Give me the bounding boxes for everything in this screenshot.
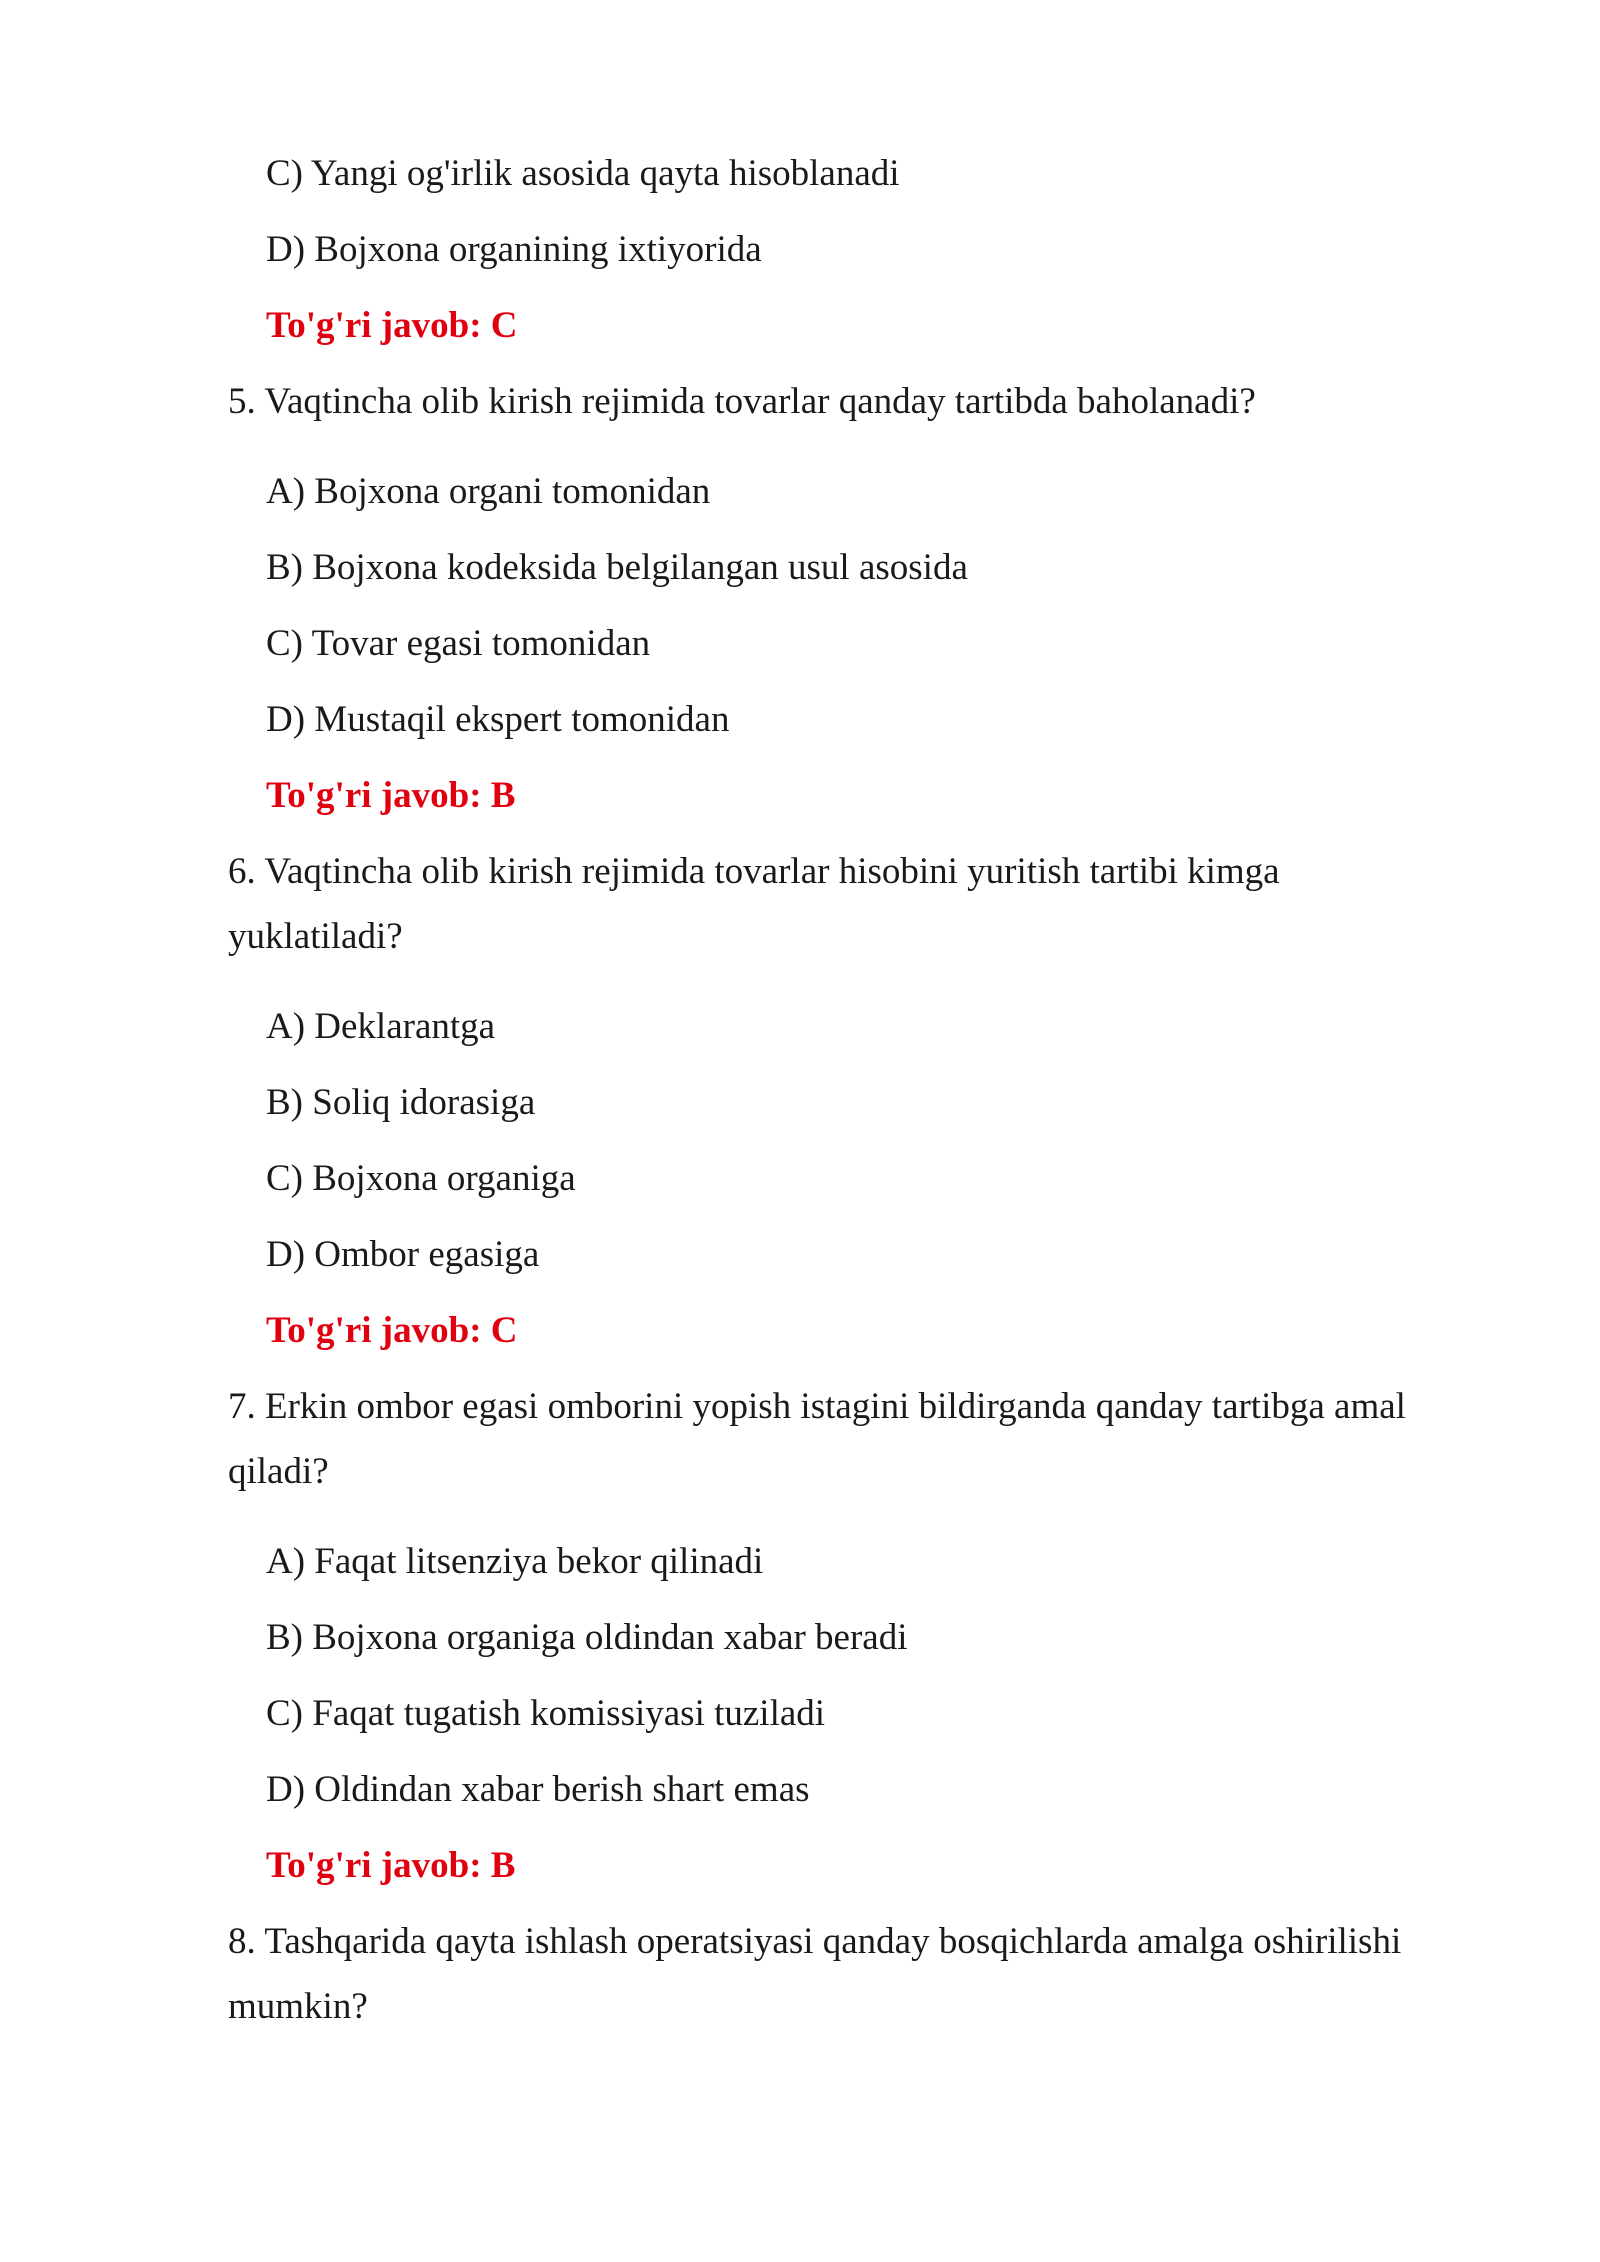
question-7-option-a: A) Faqat litsenziya bekor qilinadi xyxy=(266,1541,764,1582)
question-6-option-a: A) Deklarantga xyxy=(266,1006,496,1047)
question-5-option-d: D) Mustaqil ekspert tomonidan xyxy=(266,699,730,740)
question-4-option-d: D) Bojxona organining ixtiyorida xyxy=(266,229,762,270)
question-5-option-b: B) Bojxona kodeksida belgilangan usul asosida xyxy=(266,547,968,588)
question-6-text-continued: yuklatiladi? xyxy=(228,916,403,957)
question-6-option-b: B) Soliq idorasiga xyxy=(266,1082,536,1123)
question-7-option-c: C) Faqat tugatish komissiyasi tuziladi xyxy=(266,1693,826,1734)
question-8-text-continued: mumkin? xyxy=(228,1986,368,2027)
question-7-option-b: B) Bojxona organiga oldindan xabar beradi xyxy=(266,1617,908,1658)
question-5-option-c: C) Tovar egasi tomonidan xyxy=(266,623,651,664)
question-7-correct-answer: To'g'ri javob: B xyxy=(266,1845,516,1886)
question-4-correct-answer: To'g'ri javob: C xyxy=(266,305,518,346)
question-7-text-continued: qiladi? xyxy=(228,1451,329,1492)
question-6-correct-answer: To'g'ri javob: C xyxy=(266,1310,518,1351)
question-6-text: 6. Vaqtincha olib kirish rejimida tovarlar hisobini yuritish tartibi kimga xyxy=(228,851,1280,892)
question-4-option-c: C) Yangi og'irlik asosida qayta hisoblanadi xyxy=(266,153,900,194)
question-5-text: 5. Vaqtincha olib kirish rejimida tovarlar qanday tartibda baholanadi? xyxy=(228,381,1256,422)
question-7-text: 7. Erkin ombor egasi omborini yopish istagini bildirganda qanday tartibga amal xyxy=(228,1386,1406,1427)
question-5-option-a: A) Bojxona organi tomonidan xyxy=(266,471,711,512)
question-8-text: 8. Tashqarida qayta ishlash operatsiyasi qanday bosqichlarda amalga oshirilishi xyxy=(228,1921,1402,1962)
question-6-option-c: C) Bojxona organiga xyxy=(266,1158,576,1199)
question-5-correct-answer: To'g'ri javob: B xyxy=(266,775,516,816)
question-7-option-d: D) Oldindan xabar berish shart emas xyxy=(266,1769,810,1810)
question-6-option-d: D) Ombor egasiga xyxy=(266,1234,540,1275)
